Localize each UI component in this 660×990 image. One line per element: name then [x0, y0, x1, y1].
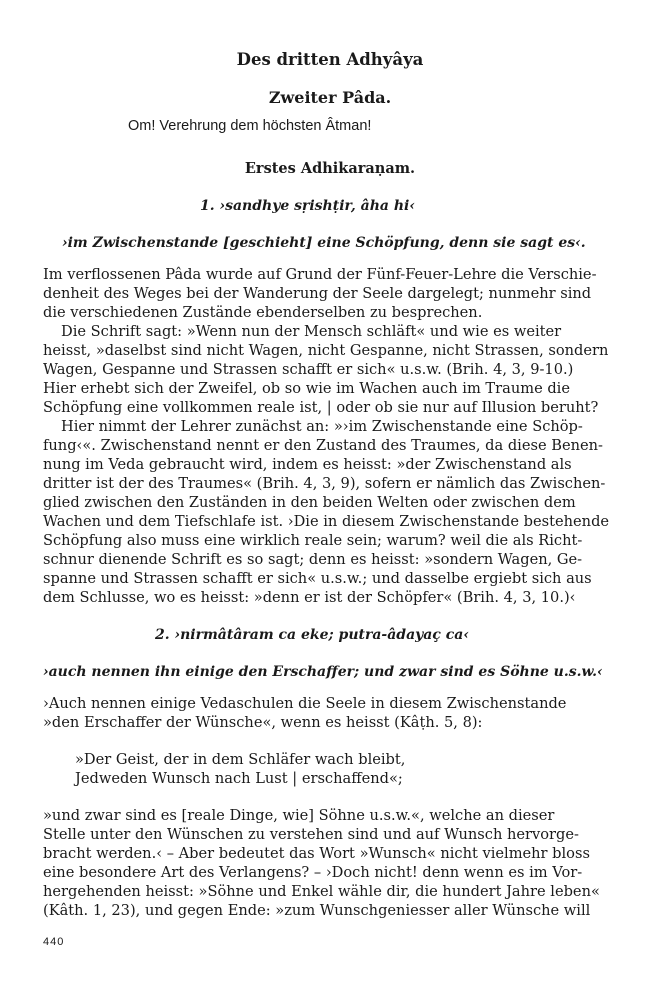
text-line: Hier nimmt der Lehrer zunächst an: »›im Zwischenstande eine Schöp- — [61, 418, 583, 435]
text-line: Wachen und dem Tiefschlafe ist. ›Die in diesem Zwischenstande bestehende — [43, 513, 610, 530]
text-line: ›Auch nennen einige Vedaschulen die Seele in diesem Zwischenstande — [43, 695, 567, 712]
text-line: Hier erhebt sich der Zweifel, ob so wie im Wachen auch im Traume die — [43, 380, 570, 397]
text-line: eine besondere Art des Verlangens? – ›Doch nicht! denn wenn es im Vor- — [43, 864, 583, 881]
text-line: nung im Veda gebraucht wird, indem es heisst: »der Zwischenstand als — [43, 456, 572, 473]
section-subtitle: Zweiter Pâda. — [268, 88, 392, 107]
text-line: Schöpfung also muss eine wirklich reale sein; warum? weil die als Richt- — [43, 532, 583, 549]
sutra-heading: 1. ›sandhye sṛishṭir, âha hi‹ — [200, 198, 415, 214]
verse-line: »Der Geist, der in dem Schläfer wach bleibt, — [75, 751, 406, 768]
sutra-translation: ›im Zwischenstande [geschieht] eine Schöpfung, denn sie sagt es‹. — [62, 235, 586, 251]
page-number: 440 — [43, 936, 65, 948]
text-line: »und zwar sind es [reale Dinge, wie] Söhne u.s.w.«, welche an dieser — [43, 807, 555, 824]
verse-line: Jedweden Wunsch nach Lust | erschaffend«; — [75, 770, 403, 787]
text-line: (Kâth. 1, 23), und gegen Ende: »zum Wunschgeniesser aller Wünsche will — [43, 902, 591, 919]
text-line: spanne und Strassen schafft er sich« u.s.w.; und dasselbe ergiebt sich aus — [43, 570, 592, 587]
invocation-line: Om! Verehrung dem höchsten Âtman! — [128, 118, 372, 134]
chapter-title: Des dritten Adhyâya — [236, 50, 424, 69]
text-line: Wagen, Gespanne und Strassen schafft er sich« u.s.w. (Brih. 4, 3, 9-10.) — [43, 361, 574, 378]
text-line: Stelle unter den Wünschen zu verstehen sind und auf Wunsch hervorge- — [43, 826, 579, 843]
text-line: dem Schlusse, wo es heisst: »denn er ist der Schöpfer« (Brih. 4, 3, 10.)‹ — [43, 589, 576, 606]
text-line: Die Schrift sagt: »Wenn nun der Mensch schläft« und wie es weiter — [61, 323, 562, 340]
text-line: hergehenden heisst: »Söhne und Enkel wähle dir, die hundert Jahre leben« — [43, 883, 600, 900]
text-line: Schöpfung eine vollkommen reale ist, | oder ob sie nur auf Illusion beruht? — [43, 399, 599, 416]
text-line: glied zwischen den Zuständen in den beiden Welten oder zwischen dem — [43, 494, 576, 511]
sutra-translation: ›auch nennen ihn einige den Erschaffer; und zwar sind es Söhne u.s.w.‹ — [43, 664, 603, 680]
text-line: dritter ist der des Traumes« (Brih. 4, 3, 9), sofern er nämlich das Zwischen- — [43, 475, 606, 492]
text-line: fung‹«. Zwischenstand nennt er den Zustand des Traumes, da diese Benen- — [43, 437, 603, 454]
text-line: Im verflossenen Pâda wurde auf Grund der Fünf-Feuer-Lehre die Verschie- — [43, 266, 597, 283]
text-line: heisst, »daselbst sind nicht Wagen, nicht Gespanne, nicht Strassen, sondern — [43, 342, 609, 359]
text-line: die verschiedenen Zustände ebenderselben zu besprechen. — [43, 304, 483, 321]
text-line: »den Erschaffer der Wünsche«, wenn es heisst (Kâṭh. 5, 8): — [43, 714, 483, 731]
text-line: bracht werden.‹ – Aber bedeutet das Wort »Wunsch« nicht vielmehr bloss — [43, 845, 590, 862]
text-line: denheit des Weges bei der Wanderung der Seele dargelegt; nunmehr sind — [43, 285, 592, 302]
adhikarana-heading: Erstes Adhikaraṇam. — [244, 160, 416, 177]
text-line: schnur dienende Schrift es so sagt; denn es heisst: »sondern Wagen, Ge- — [43, 551, 583, 568]
sutra-heading: 2. ›nirmâtâram ca eke; putra-âdayaç ca‹ — [155, 627, 469, 643]
